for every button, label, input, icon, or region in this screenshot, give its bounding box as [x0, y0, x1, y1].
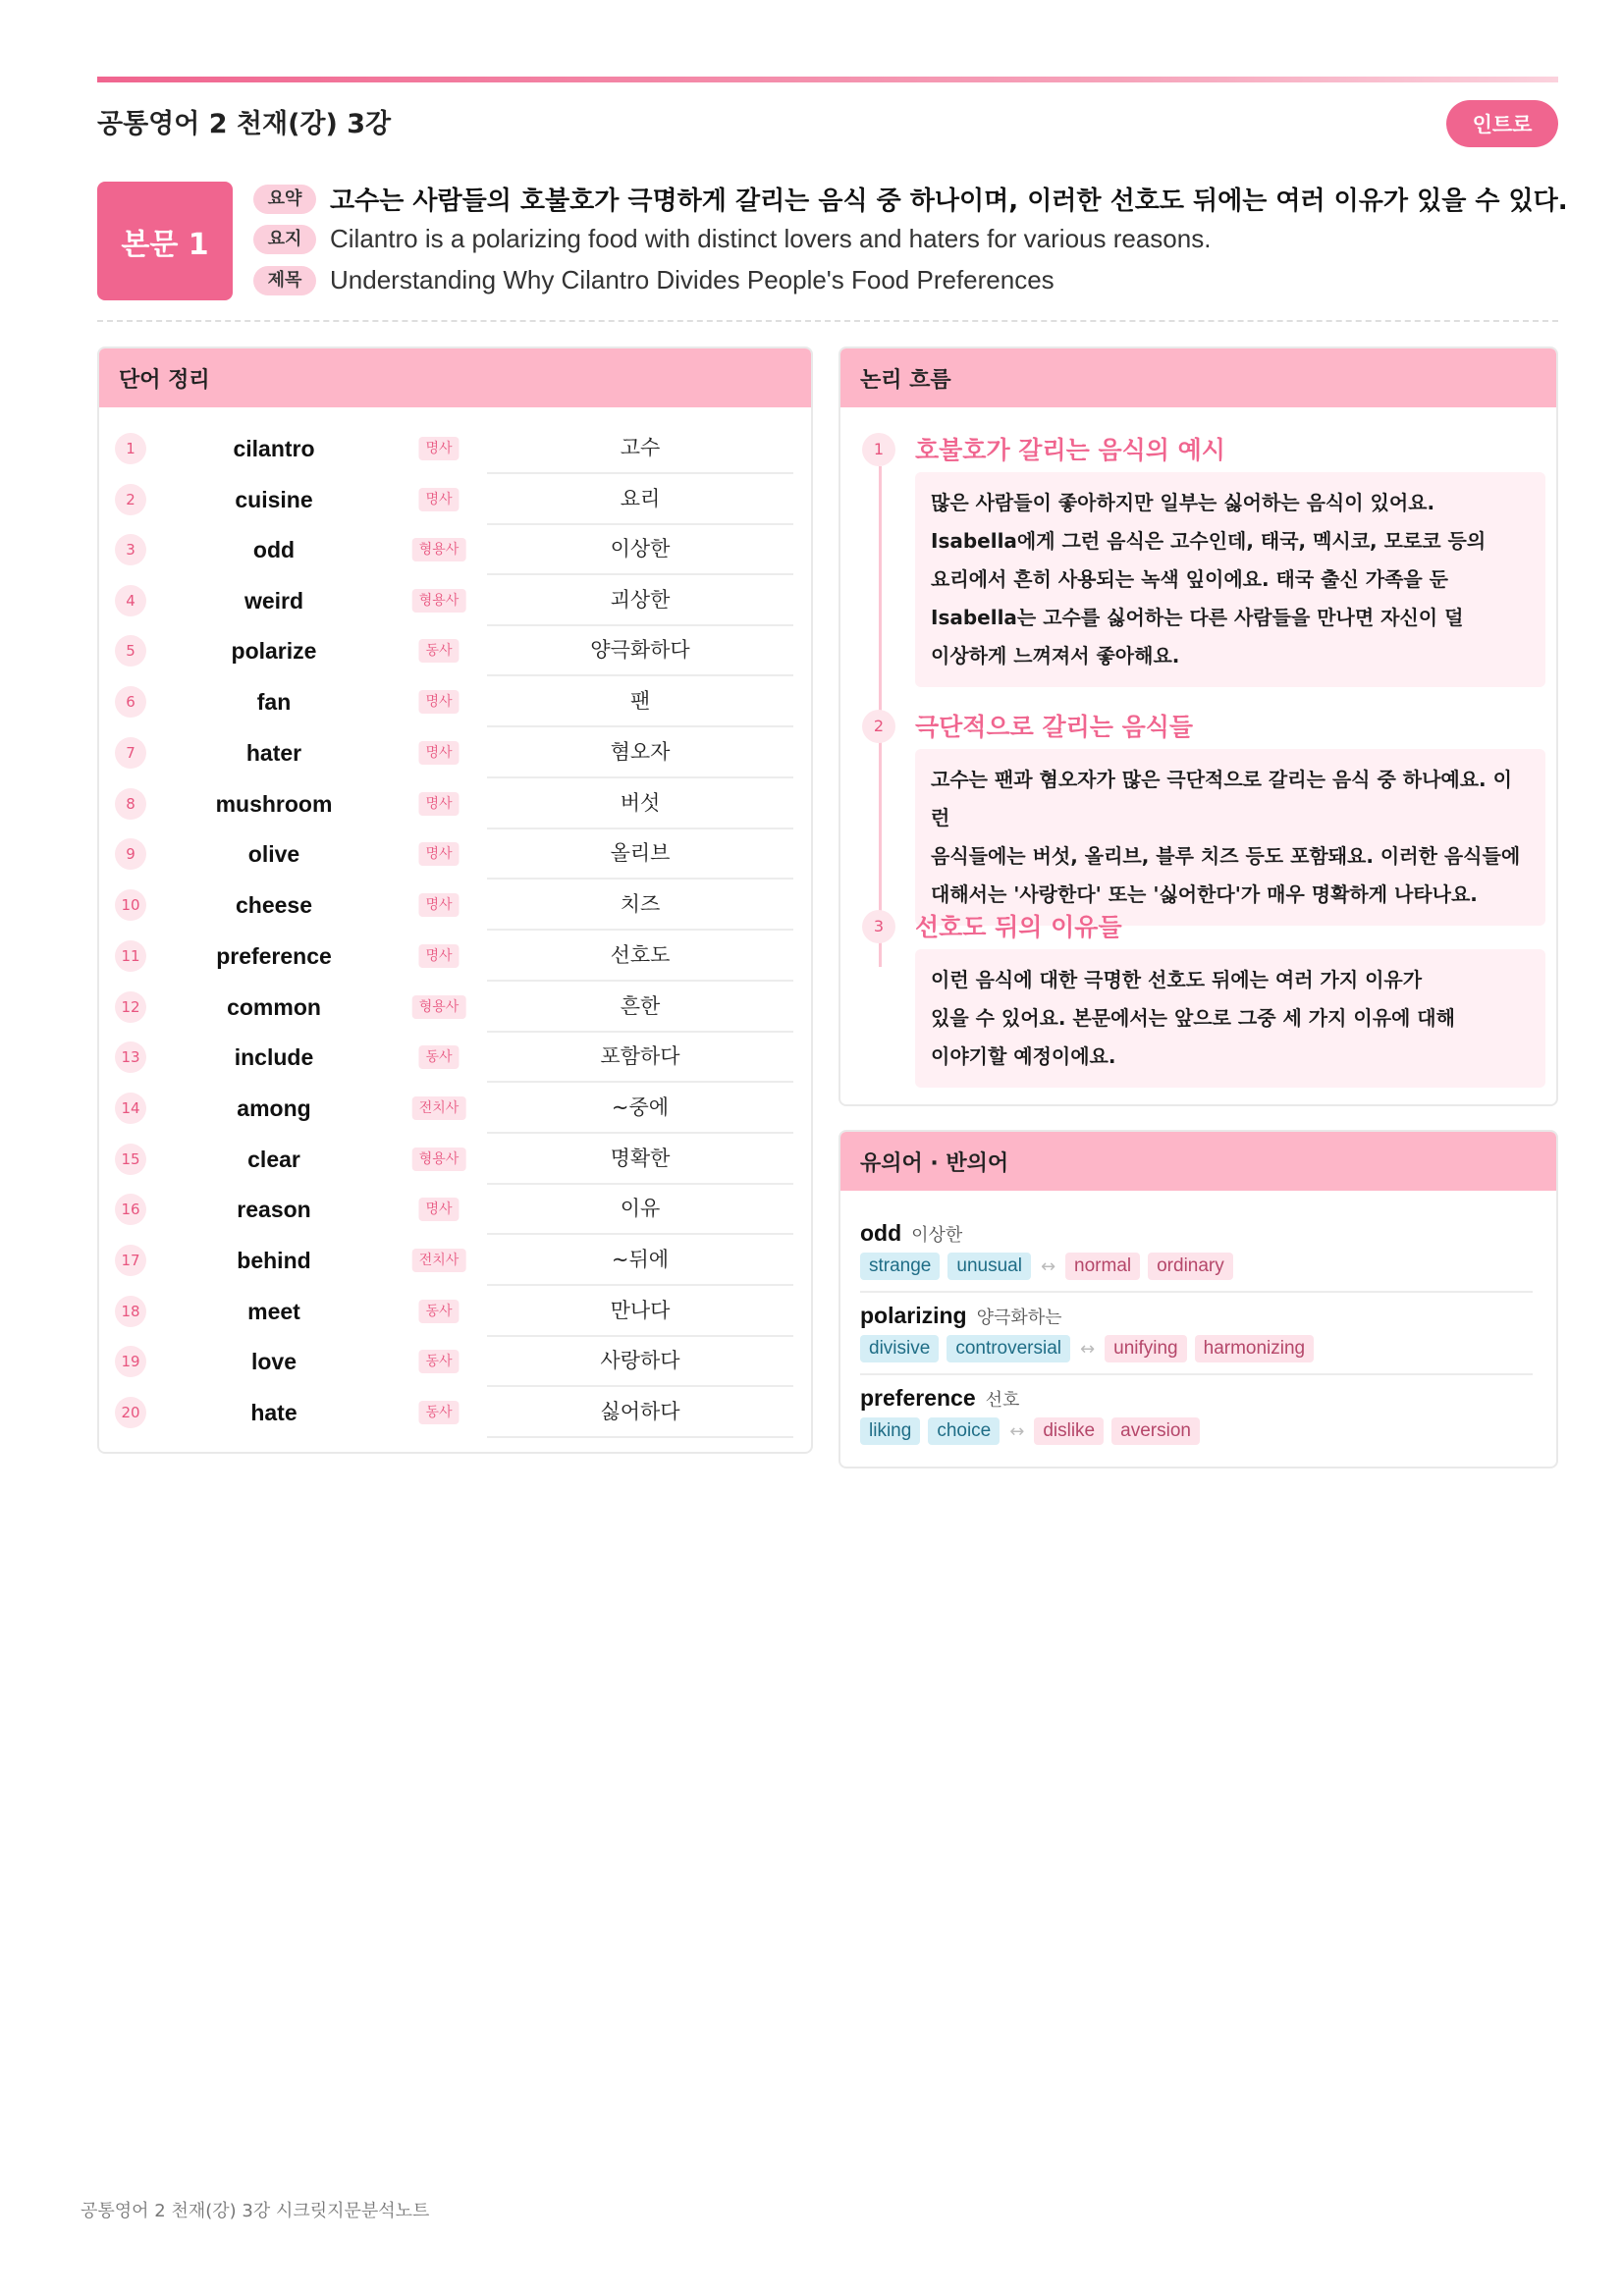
vocab-row [99, 423, 811, 474]
vocab-row [99, 1083, 811, 1134]
entry-divider [860, 1291, 1533, 1293]
part-of-speech-badge: 동사 [418, 1350, 459, 1373]
step-title: 극단적으로 갈리는 음식들 [915, 713, 1194, 741]
part-of-speech-badge: 동사 [418, 1401, 459, 1424]
part-of-speech-badge: 명사 [418, 741, 459, 765]
vocab-word: cheese [235, 892, 312, 918]
vocab-row [99, 982, 811, 1033]
vocab-word: hater [245, 740, 302, 766]
vocab-meaning: 이유 [487, 1184, 793, 1235]
flow-heading: 논리 흐름 [840, 348, 1556, 407]
vocab-row [99, 1184, 811, 1235]
entry-divider [860, 1373, 1533, 1375]
vocab-row [99, 676, 811, 727]
part-of-speech-badge: 명사 [418, 488, 459, 511]
synonym-chip: controversial [947, 1335, 1070, 1362]
passage-title-text: Understanding Why Cilantro Divides People's Food Preferences [330, 265, 1055, 294]
vocab-row [99, 1286, 811, 1337]
vocab-row [99, 474, 811, 525]
opposite-arrow-icon: ↔ [1040, 1255, 1056, 1277]
gist-text: Cilantro is a polarizing food with distinct lovers and haters for various reasons. [330, 224, 1212, 253]
intro-badge[interactable]: 인트로 [1446, 100, 1558, 147]
part-of-speech-badge: 형용사 [412, 589, 466, 613]
synonym-headword: preference [860, 1385, 976, 1411]
step-body: 고수는 팬과 혐오자가 많은 극단적으로 갈리는 음식 중 하나예요. 이런 음식들에는 버섯, 올리브, 블루 치즈 등도 포함돼요. 이러한 음식들에 대해서는 '사랑한다' 또는 '싫어한다'가 매우 명확하게 나타나요. [915, 749, 1545, 926]
chip-row [860, 1335, 1533, 1362]
vocab-number: 9 [115, 838, 146, 870]
vocab-word: common [227, 994, 321, 1020]
vocab-row [99, 880, 811, 931]
chip-row [860, 1417, 1533, 1445]
vocab-row [99, 1387, 811, 1438]
synonym-chip: strange [860, 1253, 940, 1280]
vocab-number: 4 [115, 585, 146, 616]
part-of-speech-badge: 명사 [418, 944, 459, 968]
vocab-word: weird [243, 588, 304, 614]
vocab-row [99, 727, 811, 778]
synonym-meaning: 양극화하는 [976, 1308, 1062, 1328]
antonym-chip: aversion [1111, 1417, 1200, 1445]
antonym-chip: unifying [1105, 1335, 1187, 1362]
chip-row [860, 1253, 1533, 1280]
vocab-word: include [234, 1044, 314, 1070]
vocab-number: 13 [115, 1041, 146, 1073]
part-of-speech-badge: 형용사 [412, 1148, 466, 1171]
synonym-chip: unusual [947, 1253, 1031, 1280]
vocab-row [99, 1235, 811, 1286]
part-of-speech-badge: 형용사 [412, 538, 466, 561]
vocab-meaning: 괴상한 [487, 575, 793, 626]
section-label: 본문 1 [97, 182, 233, 300]
vocab-word: polarize [231, 638, 317, 664]
vocab-word: preference [216, 943, 332, 969]
vocab-meaning: 흔한 [487, 982, 793, 1033]
antonym-chip: normal [1065, 1253, 1140, 1280]
antonym-chip: ordinary [1148, 1253, 1233, 1280]
opposite-arrow-icon: ↔ [1080, 1338, 1096, 1360]
flow-panel [839, 347, 1558, 1106]
vocab-row [99, 1134, 811, 1185]
vocab-meaning: 선호도 [487, 931, 793, 982]
vocab-row [99, 524, 811, 575]
vocab-word: reason [237, 1197, 311, 1222]
vocab-meaning: 고수 [487, 423, 793, 474]
synonym-meaning: 이상한 [911, 1225, 963, 1246]
vocab-number: 1 [115, 433, 146, 464]
synonym-entry [860, 1385, 1533, 1445]
vocab-row [99, 625, 811, 676]
synonym-panel [839, 1130, 1558, 1468]
vocab-word: among [237, 1095, 311, 1121]
vocab-meaning: 팬 [487, 676, 793, 727]
part-of-speech-badge: 명사 [418, 690, 459, 714]
synonym-headword: odd [860, 1220, 902, 1246]
vocab-word: cilantro [233, 436, 315, 461]
step-title: 선호도 뒤의 이유들 [915, 913, 1122, 941]
vocab-number: 7 [115, 737, 146, 769]
vocab-word: hate [250, 1400, 298, 1425]
step-number: 1 [862, 433, 895, 466]
vocab-meaning: 양극화하다 [487, 625, 793, 676]
part-of-speech-badge: 동사 [418, 1045, 459, 1069]
vocab-number: 6 [115, 686, 146, 718]
vocab-number: 20 [115, 1397, 146, 1428]
summary-row [253, 181, 1568, 217]
vocab-number: 14 [115, 1093, 146, 1124]
vocab-meaning: ~뒤에 [487, 1235, 793, 1286]
vocab-row [99, 1336, 811, 1387]
vocab-number: 11 [115, 940, 146, 972]
vocab-meaning: 이상한 [487, 524, 793, 575]
vocab-row [99, 778, 811, 829]
vocab-number: 12 [115, 991, 146, 1023]
vocab-meaning: 포함하다 [487, 1032, 793, 1083]
summary-tag: 요약 [253, 185, 316, 214]
vocab-number: 17 [115, 1245, 146, 1276]
vocab-meaning: 올리브 [487, 828, 793, 880]
part-of-speech-badge: 명사 [418, 437, 459, 460]
vocab-row [99, 1032, 811, 1083]
vocab-meaning: 버섯 [487, 778, 793, 829]
part-of-speech-badge: 동사 [418, 639, 459, 663]
step-body: 많은 사람들이 좋아하지만 일부는 싫어하는 음식이 있어요. Isabella에게 그런 음식은 고수인데, 태국, 멕시코, 모로코 등의 요리에서 흔히 사용되는 녹색 잎이에요. 태국 출신 가족을 둔 Isabella는 고수를 싫어하는 다른 사람들을 만나면 자신이 덜 이상하게 느껴져서 좋아해요. [915, 472, 1545, 687]
synonym-entry [860, 1220, 1533, 1280]
vocab-meaning: ~중에 [487, 1083, 793, 1134]
vocab-word: olive [247, 841, 300, 867]
vocab-word: love [250, 1349, 298, 1374]
gist-row [253, 224, 1211, 254]
vocab-meaning: 사랑하다 [487, 1336, 793, 1387]
vocab-word: meet [247, 1299, 300, 1324]
divider [97, 320, 1558, 322]
vocab-number: 5 [115, 635, 146, 667]
vocab-meaning: 만나다 [487, 1286, 793, 1337]
vocab-meaning: 혐오자 [487, 727, 793, 778]
top-accent-bar [97, 77, 1558, 82]
step-body: 이런 음식에 대한 극명한 선호도 뒤에는 여러 가지 이유가 있을 수 있어요. 본문에서는 앞으로 그중 세 가지 이유에 대해 이야기할 예정이에요. [915, 949, 1545, 1088]
synonym-entry [860, 1303, 1533, 1362]
vocab-number: 8 [115, 788, 146, 820]
summary-text: 고수는 사람들의 호불호가 극명하게 갈리는 음식 중 하나이며, 이러한 선호도 뒤에는 여러 이유가 있을 수 있다. [330, 187, 1568, 216]
part-of-speech-badge: 명사 [418, 792, 459, 816]
vocab-row [99, 828, 811, 880]
vocab-number: 19 [115, 1346, 146, 1377]
vocab-number: 18 [115, 1296, 146, 1327]
vocab-word: fan [256, 689, 292, 715]
step-title: 호불호가 갈리는 음식의 예시 [915, 436, 1225, 464]
vocab-meaning: 싫어하다 [487, 1387, 793, 1438]
opposite-arrow-icon: ↔ [1009, 1420, 1025, 1442]
vocab-row [99, 575, 811, 626]
part-of-speech-badge: 전치사 [412, 1096, 466, 1120]
part-of-speech-badge: 전치사 [412, 1249, 466, 1272]
synonym-chip: choice [928, 1417, 1000, 1445]
vocab-heading: 단어 정리 [99, 348, 811, 407]
vocab-panel [97, 347, 813, 1454]
vocab-number: 2 [115, 484, 146, 515]
vocab-number: 16 [115, 1194, 146, 1225]
part-of-speech-badge: 명사 [418, 893, 459, 917]
step-number: 3 [862, 910, 895, 943]
part-of-speech-badge: 명사 [418, 1198, 459, 1221]
page-title: 공통영어 2 천재(강) 3강 [97, 109, 392, 139]
vocab-meaning: 치즈 [487, 880, 793, 931]
part-of-speech-badge: 동사 [418, 1300, 459, 1323]
footer-text: 공통영어 2 천재(강) 3강 시크릿지문분석노트 [81, 2201, 430, 2221]
vocab-number: 3 [115, 534, 146, 565]
title-tag: 제목 [253, 266, 316, 295]
gist-tag: 요지 [253, 225, 316, 254]
vocab-word: cuisine [235, 487, 313, 512]
vocab-word: clear [247, 1147, 300, 1172]
part-of-speech-badge: 명사 [418, 842, 459, 866]
antonym-chip: harmonizing [1195, 1335, 1315, 1362]
vocab-meaning: 명확한 [487, 1134, 793, 1185]
synonym-chip: divisive [860, 1335, 939, 1362]
antonym-chip: dislike [1034, 1417, 1104, 1445]
title-row [253, 265, 1055, 295]
step-number: 2 [862, 710, 895, 743]
vocab-word: behind [237, 1248, 311, 1273]
synonym-chip: liking [860, 1417, 920, 1445]
vocab-number: 10 [115, 889, 146, 921]
vocab-row [99, 931, 811, 982]
vocab-number: 15 [115, 1144, 146, 1175]
synonym-heading: 유의어 · 반의어 [840, 1132, 1556, 1191]
vocab-word: mushroom [215, 791, 333, 817]
part-of-speech-badge: 형용사 [412, 995, 466, 1019]
synonym-headword: polarizing [860, 1303, 967, 1328]
vocab-meaning: 요리 [487, 474, 793, 525]
vocab-word: odd [252, 537, 296, 562]
synonym-meaning: 선호 [985, 1390, 1020, 1411]
